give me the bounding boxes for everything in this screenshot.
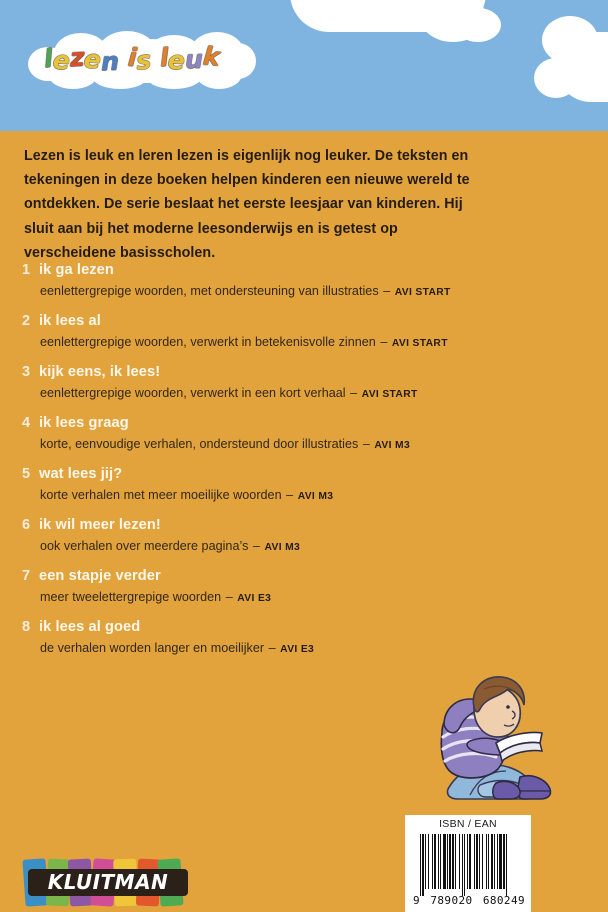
logo-letter: s	[135, 45, 153, 76]
logo-letter: z	[68, 42, 85, 73]
barcode-bar	[452, 834, 454, 889]
barcode-bar	[503, 834, 505, 889]
avi-level-badge: AVI E3	[280, 644, 315, 655]
book-description	[40, 335, 448, 349]
book-list-item	[0, 568, 560, 619]
book-title: wat lees jij?	[39, 466, 123, 482]
book-number: 7	[22, 568, 31, 584]
barcode-bar	[497, 834, 498, 889]
barcode-bar	[479, 834, 480, 889]
logo-letter: e	[51, 45, 71, 76]
barcode-bar	[476, 834, 478, 889]
barcode-image	[420, 834, 518, 889]
barcode-bar	[434, 834, 436, 889]
isbn-label: ISBN / EAN	[439, 818, 497, 830]
book-list-item	[0, 313, 560, 364]
publisher-logo	[24, 857, 192, 909]
book-description-text: korte, eenvoudige verhalen, ondersteund door illustraties	[40, 437, 362, 451]
sky-background	[0, 0, 608, 131]
barcode-bar	[440, 834, 441, 889]
book-list-item	[0, 619, 560, 670]
book-description-text: eenlettergrepige woorden, verwerkt in een kort verhaal	[40, 386, 350, 400]
barcode-bar	[443, 834, 446, 889]
series-logo-banner	[28, 33, 256, 89]
isbn-digits	[413, 894, 525, 907]
book-description	[40, 284, 451, 298]
logo-letter: k	[202, 41, 222, 72]
logo-letter: i	[126, 42, 138, 73]
cloud-top-bump-icon	[455, 8, 501, 42]
publisher-name: KLUITMAN	[47, 870, 169, 894]
book-description-text: meer tweelettergrepige woorden	[40, 590, 225, 604]
barcode-bar	[455, 834, 456, 889]
isbn-digit-group: 789020	[430, 894, 473, 907]
logo-letter: e	[167, 45, 186, 76]
book-description-dash: –	[362, 437, 374, 451]
logo-letter: e	[82, 44, 103, 75]
avi-level-badge: AVI M3	[297, 491, 334, 502]
book-description-dash: –	[286, 488, 297, 502]
book-title: een stapje verder	[39, 568, 161, 584]
book-description-dash: –	[252, 539, 264, 553]
logo-letter: l	[158, 42, 170, 73]
book-description-text: de verhalen worden langer en moeilijker	[40, 641, 268, 655]
book-description	[40, 590, 271, 604]
book-number: 6	[22, 517, 31, 533]
barcode-bar	[425, 834, 426, 889]
barcode-bar	[486, 834, 487, 889]
book-title: ik lees graag	[39, 415, 129, 431]
avi-level-badge: AVI E3	[237, 593, 272, 604]
isbn-digit-group: 680249	[482, 894, 525, 907]
avi-level-badge: AVI START	[394, 287, 451, 298]
book-title: ik wil meer lezen!	[39, 517, 161, 533]
book-title: ik ga lezen	[39, 262, 114, 278]
barcode-bar	[467, 834, 468, 889]
book-number: 1	[22, 262, 31, 278]
book-number: 2	[22, 313, 31, 329]
barcode-bar	[422, 834, 424, 896]
book-description-dash: –	[380, 335, 391, 349]
book-number: 3	[22, 364, 31, 380]
barcode-bar	[469, 834, 471, 889]
barcode-bar	[506, 834, 507, 896]
back-cover-panel	[0, 131, 608, 907]
book-description	[40, 437, 410, 451]
book-description-text: eenlettergrepige woorden, verwerkt in betekenisvolle zinnen	[40, 335, 380, 349]
book-description-dash: –	[383, 284, 394, 298]
barcode-bar	[474, 834, 475, 889]
book-number: 5	[22, 466, 31, 482]
barcode-bar	[428, 834, 429, 889]
book-title: ik lees al	[39, 313, 101, 329]
book-list-item	[0, 517, 560, 568]
book-list-item	[0, 364, 560, 415]
barcode-bar	[459, 834, 460, 889]
book-list-item	[0, 466, 560, 517]
logo-letter: n	[100, 46, 120, 77]
book-list-item	[0, 262, 560, 313]
isbn-digit-group: 9	[413, 894, 421, 907]
barcode-bar	[447, 834, 448, 889]
barcode-bar	[438, 834, 439, 889]
avi-level-badge: AVI START	[391, 338, 448, 349]
logo-letter: u	[184, 44, 204, 75]
barcode-bar	[449, 834, 451, 889]
book-description	[40, 641, 314, 655]
avi-level-badge: AVI START	[361, 389, 418, 400]
intro-paragraph: Lezen is leuk en leren lezen is eigenlijk nog leuker. De teksten en tekeningen in deze boeken helpen kinderen een nieuwe wereld te ontdekken. De serie beslaat het eerste leesjaar van kinderen. Hij sluit aan bij het moderne leesonderwijs en is getest op verscheidene basisscholen.	[24, 148, 470, 261]
book-description-text: korte verhalen met meer moeilijke woorden	[40, 488, 286, 502]
series-logo-text	[42, 41, 244, 80]
book-title: ik lees al goed	[39, 619, 141, 635]
book-description	[40, 386, 418, 400]
book-description	[40, 488, 333, 502]
book-description-dash: –	[268, 641, 280, 655]
cloud-right-bump-icon	[542, 62, 576, 90]
book-number: 4	[22, 415, 31, 431]
book-description	[40, 539, 300, 553]
book-description-dash: –	[225, 590, 237, 604]
avi-level-badge: AVI M3	[374, 440, 411, 451]
book-list-item	[0, 415, 560, 466]
book-list	[0, 262, 560, 670]
barcode-bar	[482, 834, 483, 889]
book-description-dash: –	[350, 386, 361, 400]
boy-reading-illustration	[424, 667, 570, 819]
logo-letter: l	[42, 43, 55, 74]
book-number: 8	[22, 619, 31, 635]
barcode-bar	[488, 834, 489, 889]
avi-level-badge: AVI M3	[264, 542, 301, 553]
book-description-text: ook verhalen over meerdere pagina’s	[40, 539, 252, 553]
barcode-bar	[420, 834, 421, 896]
barcode-bar	[462, 834, 463, 896]
barcode-bar	[499, 834, 502, 889]
barcode-bar	[432, 834, 433, 889]
barcode-bar	[494, 834, 495, 889]
book-description-text: eenlettergrepige woorden, met ondersteuning van illustraties	[40, 284, 383, 298]
book-title: kijk eens, ik lees!	[39, 364, 161, 380]
isbn-barcode-box	[405, 815, 531, 912]
barcode-bar	[464, 834, 465, 896]
barcode-bar	[491, 834, 493, 889]
